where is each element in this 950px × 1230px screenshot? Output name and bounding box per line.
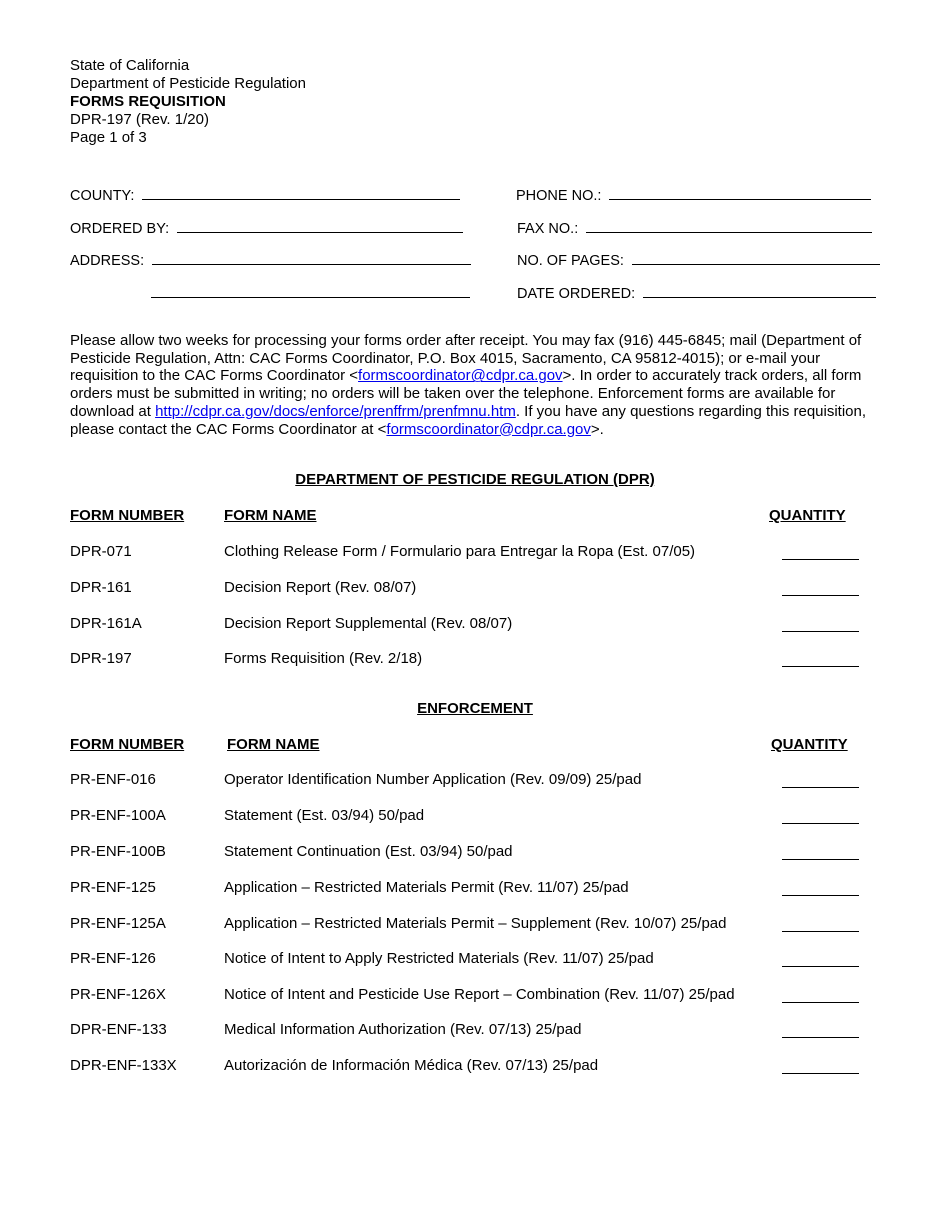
fax-input-line[interactable]	[586, 218, 872, 233]
form-name: Notice of Intent to Apply Restricted Materials (Rev. 11/07) 25/pad	[224, 950, 654, 967]
table-row	[0, 615, 950, 635]
enf-col-quantity: QUANTITY	[771, 736, 848, 753]
table-row	[0, 579, 950, 599]
quantity-line[interactable]	[782, 1025, 859, 1038]
num-pages-label: NO. OF PAGES:	[517, 253, 624, 269]
form-name: Operator Identification Number Application (Rev. 09/09) 25/pad	[224, 771, 642, 788]
address-input-line-2[interactable]	[151, 283, 470, 298]
dpr-col-quantity: QUANTITY	[769, 507, 846, 524]
quantity-line[interactable]	[782, 919, 859, 932]
table-row	[0, 843, 950, 863]
ordered-by-input-line[interactable]	[177, 218, 463, 233]
address-field	[70, 250, 471, 269]
table-row	[0, 1021, 950, 1041]
page-indicator: Page 1 of 3	[70, 129, 147, 146]
table-row	[0, 986, 950, 1006]
form-number: DPR-ENF-133X	[70, 1057, 177, 1074]
phone-field	[516, 185, 871, 204]
num-pages-field	[517, 250, 880, 269]
page-title: FORMS REQUISITION	[70, 93, 226, 110]
fax-label: FAX NO.:	[517, 221, 579, 237]
form-number: PR-ENF-126	[70, 950, 156, 967]
form-number: DPR-071	[70, 543, 132, 560]
form-name: Application – Restricted Materials Permit (Rev. 11/07) 25/pad	[224, 879, 629, 896]
email-link-2[interactable]: formscoordinator@cdpr.ca.gov	[386, 420, 591, 438]
county-input-line[interactable]	[142, 185, 460, 200]
form-number: DPR-161A	[70, 615, 142, 632]
ordered-by-label: ORDERED BY:	[70, 221, 170, 237]
enf-col-form-number: FORM NUMBER	[70, 736, 185, 753]
quantity-line[interactable]	[782, 883, 859, 896]
form-number: PR-ENF-100B	[70, 843, 166, 860]
table-row	[0, 1057, 950, 1077]
quantity-line[interactable]	[782, 1061, 859, 1074]
table-row	[0, 879, 950, 899]
form-name: Forms Requisition (Rev. 2/18)	[224, 650, 423, 667]
enf-col-form-name: FORM NAME	[227, 736, 320, 753]
dpr-col-form-number: FORM NUMBER	[70, 507, 185, 524]
document-header	[70, 57, 306, 147]
date-ordered-input-line[interactable]	[643, 283, 876, 298]
quantity-line[interactable]	[782, 775, 859, 788]
form-number: PR-ENF-125	[70, 879, 156, 896]
form-number: DPR-197	[70, 650, 132, 667]
table-row	[0, 771, 950, 791]
form-name: Medical Information Authorization (Rev. 07/13) 25/pad	[224, 1021, 582, 1038]
email-link[interactable]: formscoordinator@cdpr.ca.gov	[358, 367, 563, 385]
quantity-line[interactable]	[782, 547, 859, 560]
download-link[interactable]: http://cdpr.ca.gov/docs/enforce/prenffrm/prenfmnu.htm	[155, 402, 516, 420]
county-field	[70, 185, 460, 204]
fax-field	[517, 218, 872, 237]
quantity-line[interactable]	[782, 654, 859, 667]
form-name: Clothing Release Form / Formulario para Entregar la Ropa (Est. 07/05)	[224, 543, 696, 560]
form-name: Decision Report (Rev. 08/07)	[224, 579, 417, 596]
agency-name: State of California	[70, 57, 190, 74]
quantity-line[interactable]	[782, 583, 859, 596]
table-row	[0, 543, 950, 563]
table-row	[0, 950, 950, 970]
instructions-text-4: >.	[590, 420, 604, 438]
form-name: Application – Restricted Materials Permit – Supplement (Rev. 10/07) 25/pad	[224, 915, 727, 932]
phone-input-line[interactable]	[609, 185, 871, 200]
quantity-line[interactable]	[782, 619, 859, 632]
table-row	[0, 650, 950, 670]
form-name: Decision Report Supplemental (Rev. 08/07)	[224, 615, 513, 632]
form-name: Notice of Intent and Pesticide Use Report – Combination (Rev. 11/07) 25/pad	[224, 986, 735, 1003]
date-ordered-label: DATE ORDERED:	[517, 286, 636, 302]
form-name: Autorización de Información Médica (Rev. 07/13) 25/pad	[224, 1057, 599, 1074]
form-number: PR-ENF-100A	[70, 807, 166, 824]
form-number: PR-ENF-125A	[70, 915, 166, 932]
county-label: COUNTY:	[70, 188, 135, 204]
table-row	[0, 807, 950, 827]
instructions-text-2: >. In order to accurately track orders, all form orders must be submitted in writing; no orders will be taken over the telephone. Enforcement forms are available for download at	[70, 367, 862, 420]
address-line-2-field	[143, 283, 470, 302]
address-input-line[interactable]	[152, 250, 471, 265]
table-row	[0, 915, 950, 935]
form-number: DPR-ENF-133	[70, 1021, 167, 1038]
date-ordered-field	[517, 283, 876, 302]
form-number: PR-ENF-016	[70, 771, 156, 788]
quantity-line[interactable]	[782, 847, 859, 860]
instructions-text-1: Please allow two weeks for processing your forms order after receipt. You may fax (916) 445-6845; mail (Department of Pesticide Regulation, Attn: CAC Forms Coordinator, P.O. Box 4015, Sacramento, CA 95812-4015); or e-mail your requisition to the CAC Forms Coordinator <	[70, 332, 862, 385]
address-label: ADDRESS:	[70, 253, 145, 269]
form-number: DPR-161	[70, 579, 132, 596]
form-id: DPR-197 (Rev. 1/20)	[70, 111, 209, 128]
instructions-text-3: . If you have any questions regarding this requisition, please contact the CAC Forms Coordinator at <	[70, 402, 867, 438]
num-pages-input-line[interactable]	[632, 250, 880, 265]
form-name: Statement Continuation (Est. 03/94) 50/pad	[224, 843, 513, 860]
form-name: Statement (Est. 03/94) 50/pad	[224, 807, 425, 824]
phone-label: PHONE NO.:	[516, 188, 602, 204]
dpr-col-form-name: FORM NAME	[224, 507, 317, 524]
enforcement-section-title: ENFORCEMENT	[417, 700, 533, 717]
form-number: PR-ENF-126X	[70, 986, 166, 1003]
department-name: Department of Pesticide Regulation	[70, 75, 306, 92]
instructions-paragraph	[70, 332, 882, 438]
quantity-line[interactable]	[782, 990, 859, 1003]
dpr-section-title: DEPARTMENT OF PESTICIDE REGULATION (DPR)	[295, 471, 655, 488]
quantity-line[interactable]	[782, 954, 859, 967]
quantity-line[interactable]	[782, 811, 859, 824]
ordered-by-field	[70, 218, 463, 237]
